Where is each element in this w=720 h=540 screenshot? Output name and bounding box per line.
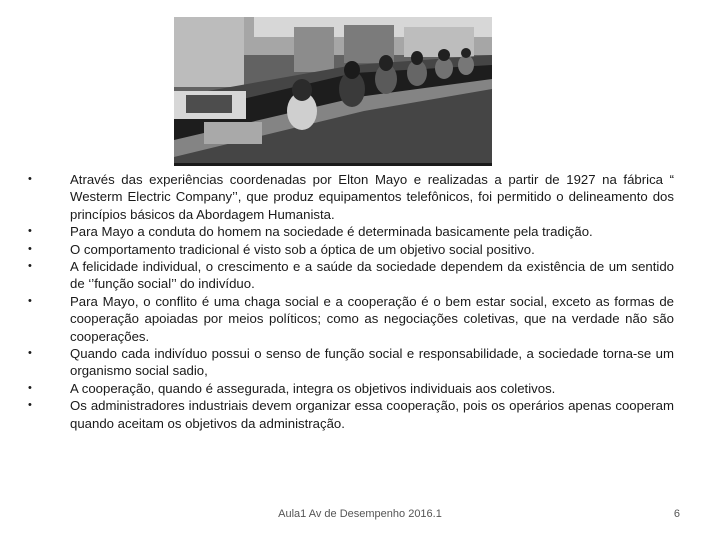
bullet-text: A cooperação, quando é assegurada, integra os objetivos individuais aos coletivos. [70,380,556,396]
bullet-item [28,345,674,380]
bullet-item [28,380,674,397]
footer-course-label: Aula1 Av de Desempenho 2016.1 [278,508,442,520]
bullet-text: Os administradores industriais devem organizar essa cooperação, pois os operários apenas cooperam quando aceitam os objetivos da administração. [70,398,674,431]
bullet-text: Para Mayo, o conflito é uma chaga social e a cooperação é o bem estar social, exceto as formas de cooperação apoiadas por meios políticos; como as negociações coletivas, que na verdade não são cooperações. [70,293,674,344]
factory-workers-photo-drawing [174,17,492,166]
bullet-dot: • [28,260,32,273]
factory-workers-photo [174,17,492,166]
bullet-text: A felicidade individual, o crescimento e a saúde da sociedade dependem da existência de um sentido de ‘’função social’’ do indivíduo. [70,259,674,292]
bullet-item [28,223,674,240]
bullet-dot: • [28,399,32,412]
bullet-text: Para Mayo a conduta do homem na sociedade é determinada basicamente pela tradição. [70,224,593,240]
bullet-item [28,293,674,345]
bullet-item [28,171,674,223]
bullet-item [28,397,674,432]
bullet-dot: • [28,347,32,360]
bullet-dot: • [28,242,32,255]
bullet-dot: • [28,225,32,238]
bullet-text: Através das experiências coordenadas por Elton Mayo e realizadas a partir de 1927 na fábrica “ Westerm Electric Company’’, que produz equipamentos telefônicos, foi permitido o delineamento dos princípios básicos da Abordagem Humanista. [70,172,674,222]
bullet-dot: • [28,381,32,394]
bullet-item [28,241,674,258]
bullet-list [28,171,674,432]
bullet-dot: • [28,173,32,185]
page-number: 6 [673,508,680,520]
bullet-text: O comportamento tradicional é visto sob a óptica de um objetivo social positivo. [70,241,535,257]
bullet-text: Quando cada indivíduo possui o senso de função social e responsabilidade, a sociedade torna-se um organismo social sadio, [70,346,674,379]
bullet-item [28,258,674,293]
bullet-dot: • [28,294,32,307]
